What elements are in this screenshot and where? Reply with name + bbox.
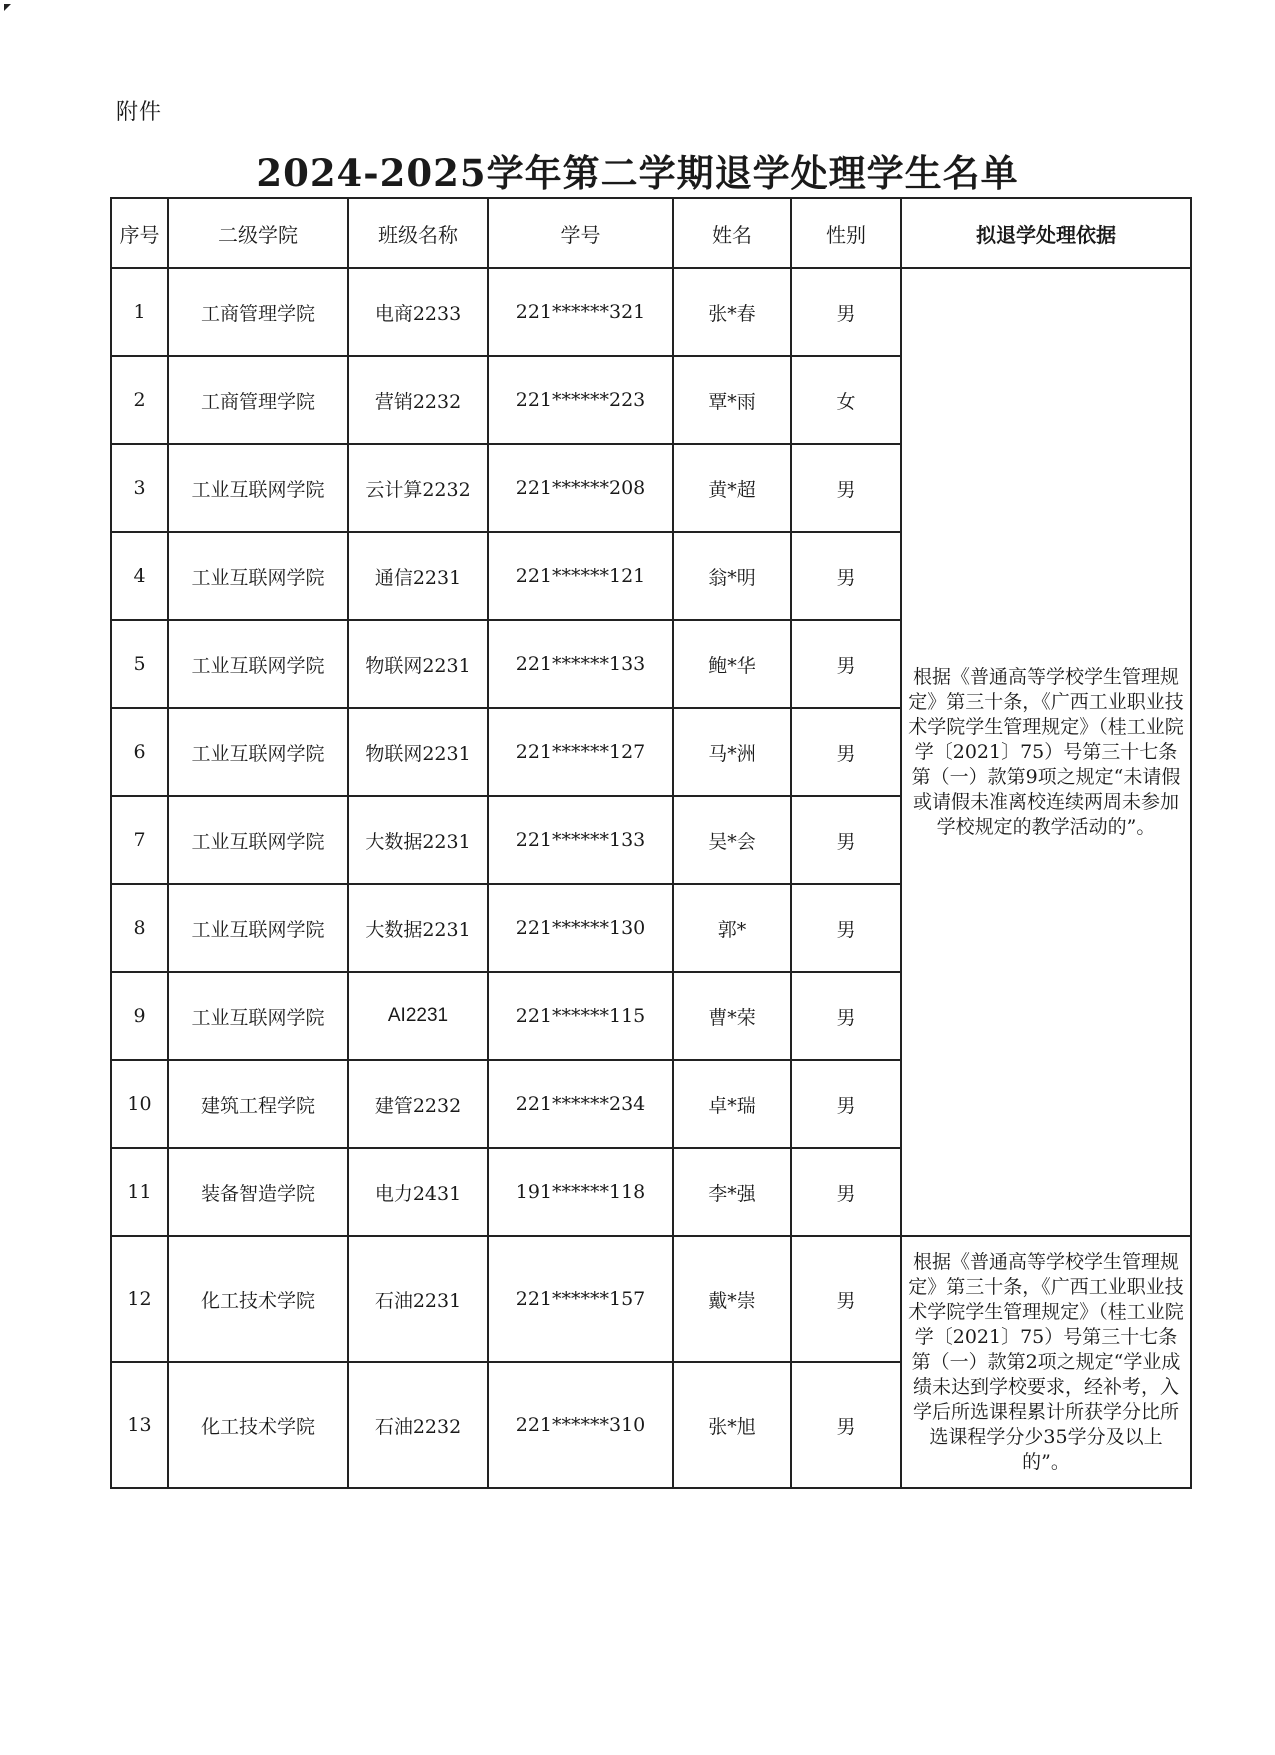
cell-student-id: 191******118: [488, 1148, 673, 1236]
cell-index: 2: [111, 356, 168, 444]
cell-class-name: 云计算2232: [348, 444, 488, 532]
cell-index: 13: [111, 1362, 168, 1488]
cell-index: 4: [111, 532, 168, 620]
header-name: 姓名: [673, 198, 791, 268]
cell-name: 张*旭: [673, 1362, 791, 1488]
cell-college: 工业互联网学院: [168, 884, 348, 972]
cell-gender: 男: [791, 620, 901, 708]
cell-name: 吴*会: [673, 796, 791, 884]
cell-college: 工商管理学院: [168, 268, 348, 356]
cell-college: 装备智造学院: [168, 1148, 348, 1236]
cell-class-name: 营销2232: [348, 356, 488, 444]
cell-student-id: 221******234: [488, 1060, 673, 1148]
cell-student-id: 221******130: [488, 884, 673, 972]
cell-college: 工业互联网学院: [168, 796, 348, 884]
cell-name: 戴*崇: [673, 1236, 791, 1362]
cell-student-id: 221******133: [488, 620, 673, 708]
cell-index: 8: [111, 884, 168, 972]
page-title: 2024-2025学年第二学期退学处理学生名单: [256, 151, 1019, 195]
header-college: 二级学院: [168, 198, 348, 268]
scan-corner-mark: [4, 4, 11, 11]
header-class-name: 班级名称: [348, 198, 488, 268]
cell-college: 工业互联网学院: [168, 708, 348, 796]
cell-student-id: 221******133: [488, 796, 673, 884]
cell-name: 卓*瑞: [673, 1060, 791, 1148]
cell-class-name: 电力2431: [348, 1148, 488, 1236]
cell-class-name: 物联网2231: [348, 708, 488, 796]
cell-gender: 女: [791, 356, 901, 444]
cell-college: 工业互联网学院: [168, 444, 348, 532]
cell-class-name: 大数据2231: [348, 884, 488, 972]
cell-class-name: 石油2232: [348, 1362, 488, 1488]
cell-name: 李*强: [673, 1148, 791, 1236]
cell-student-id: 221******223: [488, 356, 673, 444]
table-row: [111, 1236, 1191, 1362]
cell-basis-group-1: 根据《普通高等学校学生管理规定》第三十条，《广西工业职业技术学院学生管理规定》（桂工业院学〔2021〕75）号第三十七条第（一）款第9项之规定“未请假或请假未准离校连续两周未参加学校规定的教学活动的”。: [901, 268, 1191, 1236]
cell-name: 马*洲: [673, 708, 791, 796]
cell-student-id: 221******157: [488, 1236, 673, 1362]
table-row: [111, 268, 1191, 356]
cell-gender: 男: [791, 796, 901, 884]
cell-gender: 男: [791, 1060, 901, 1148]
cell-student-id: 221******310: [488, 1362, 673, 1488]
cell-college: 工商管理学院: [168, 356, 348, 444]
cell-index: 7: [111, 796, 168, 884]
cell-gender: 男: [791, 1236, 901, 1362]
cell-college: 工业互联网学院: [168, 532, 348, 620]
cell-name: 黄*超: [673, 444, 791, 532]
cell-class-name: 石油2231: [348, 1236, 488, 1362]
cell-college: 工业互联网学院: [168, 620, 348, 708]
header-student-id: 学号: [488, 198, 673, 268]
header-basis: 拟退学处理依据: [901, 198, 1191, 268]
cell-gender: 男: [791, 1362, 901, 1488]
cell-gender: 男: [791, 268, 901, 356]
cell-basis-group-2: 根据《普通高等学校学生管理规定》第三十条，《广西工业职业技术学院学生管理规定》（桂工业院学〔2021〕75）号第三十七条第（一）款第2项之规定“学业成绩未达到学校要求，经补考，入学后所选课程累计所获学分比所选课程学分少35学分及以上的”。: [901, 1236, 1191, 1488]
withdrawal-student-table: [110, 197, 1192, 1489]
cell-name: 翁*明: [673, 532, 791, 620]
cell-name: 张*春: [673, 268, 791, 356]
cell-student-id: 221******208: [488, 444, 673, 532]
cell-college: 化工技术学院: [168, 1236, 348, 1362]
cell-gender: 男: [791, 972, 901, 1060]
cell-gender: 男: [791, 532, 901, 620]
cell-index: 11: [111, 1148, 168, 1236]
cell-college: 建筑工程学院: [168, 1060, 348, 1148]
cell-student-id: 221******121: [488, 532, 673, 620]
cell-student-id: 221******115: [488, 972, 673, 1060]
cell-class-name: 建管2232: [348, 1060, 488, 1148]
cell-index: 3: [111, 444, 168, 532]
cell-index: 5: [111, 620, 168, 708]
cell-name: 覃*雨: [673, 356, 791, 444]
header-index: 序号: [111, 198, 168, 268]
cell-name: 曹*荣: [673, 972, 791, 1060]
cell-class-name: 电商2233: [348, 268, 488, 356]
cell-gender: 男: [791, 708, 901, 796]
cell-gender: 男: [791, 884, 901, 972]
cell-index: 1: [111, 268, 168, 356]
cell-gender: 男: [791, 444, 901, 532]
cell-student-id: 221******321: [488, 268, 673, 356]
cell-index: 10: [111, 1060, 168, 1148]
cell-college: 工业互联网学院: [168, 972, 348, 1060]
cell-name: 鲍*华: [673, 620, 791, 708]
cell-student-id: 221******127: [488, 708, 673, 796]
table-header-row: [111, 198, 1191, 268]
cell-index: 9: [111, 972, 168, 1060]
cell-class-name: 物联网2231: [348, 620, 488, 708]
attachment-label: 附件: [116, 100, 163, 125]
cell-class-name: AI2231: [348, 972, 488, 1060]
cell-name: 郭*: [673, 884, 791, 972]
cell-index: 12: [111, 1236, 168, 1362]
header-gender: 性别: [791, 198, 901, 268]
cell-index: 6: [111, 708, 168, 796]
cell-class-name: 大数据2231: [348, 796, 488, 884]
cell-gender: 男: [791, 1148, 901, 1236]
cell-class-name: 通信2231: [348, 532, 488, 620]
cell-college: 化工技术学院: [168, 1362, 348, 1488]
